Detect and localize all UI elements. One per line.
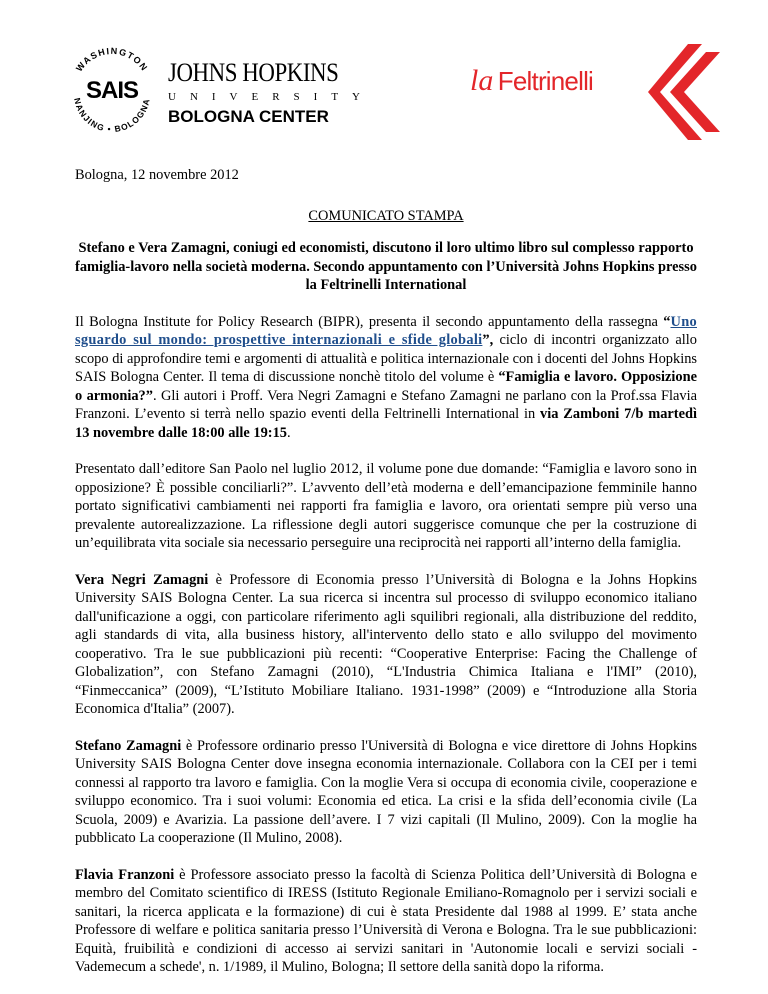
bio-text-vera: è Professore di Economia presso l’Università di Bologna e la Johns Hopkins University SAIS Bologna Center. La sua ricerca si incentra sul processo di sviluppo economico italiano dall'unificazione a oggi, con particolare riferimento agli squilibri regionali, alla distribuzione del reddito, agli standards di vita, alla business history, all'intervento dello stato e allo sviluppo del movimento cooperativo. Tra le sue pubblicazioni più recenti: “Cooperative Enterprise: Facing the Challenge of Globalization”, con Stefano Zamagni (2010), “L'Industria Chimica Italiana e l'IMI” (2010), “Finmeccanica” (2009), “L’Istituto Mobiliare Italiano. 1931-1998” (2009) e “Introduzione alla Storia Economica d'Italia” (2007). [75, 571, 697, 717]
logo-header [0, 0, 768, 140]
intro-quote-open: “ [663, 313, 671, 330]
jhu-title: JOHNS HOPKINS [168, 58, 339, 87]
intro-text-b: ciclo di incontri organizzato allo scopo di approfondire temi e argomenti di attualità e politica internazionale con i docenti del Johns Hopkins SAIS Bologna Center. Il tema di discussione nonchè titolo del volume è [75, 332, 697, 385]
svg-text:WASHINGTON [74, 46, 150, 73]
book-title: “Famiglia e lavoro. Opposizione o armonia?” [75, 369, 697, 404]
intro-text-d: . [286, 424, 291, 441]
intro-text-c: . Gli autori i Proff. Vera Negri Zamagni e Stefano Zamagni ne parlano con la Prof.ssa Flavia Franzoni. L’evento si terrà nello spazio eventi della Feltrinelli International in [75, 387, 697, 422]
intro-text-a: Il Bologna Institute for Policy Research (BIPR), presenta il secondo appuntamento della rassegna [75, 313, 664, 330]
paragraph-vera-bio [75, 571, 697, 719]
paragraph-flavia-bio [75, 866, 697, 977]
feltrinelli-la: la [470, 64, 494, 97]
bio-name-stefano: Stefano Zamagni [75, 737, 182, 754]
jhu-university: UNIVERSITY [168, 91, 374, 103]
bio-text-stefano: è Professore ordinario presso l'Università di Bologna e vice direttore di Johns Hopkins University SAIS Bologna Center dove insegna economia internazionale. Collabora con la CEI per i temi connessi al rapporto tra lavoro e famiglia. Con la moglie Vera si occupa di economia civile, cooperazione e sviluppo economico. Tra i suoi volumi: Economia ed etica. La crisi e la sfida dell’economia civile (La Scuola, 2009) e Avarizia. La passione dell’avere. I 7 vizi capitali (Il Mulino, 2009). Con la moglie ha pubblicato La cooperazione (Il Mulino, 2008). [75, 737, 697, 846]
feltrinelli-logo [470, 64, 593, 98]
sais-center-text: SAIS [85, 77, 139, 104]
sais-arc-top-text: WASHINGTON [74, 45, 151, 74]
series-link[interactable]: Uno sguardo sul mondo: prospettive internazionali e sfide globali [75, 313, 697, 348]
press-label: COMUNICATO STAMPA [308, 207, 464, 224]
sais-seal-logo [66, 44, 158, 136]
jhu-bologna-center: BOLOGNA CENTER [168, 107, 329, 126]
bio-name-flavia: Flavia Franzoni [75, 866, 175, 883]
event-venue-time: via Zamboni 7/b martedì 13 novembre dalle 18:00 alle 19:15 [75, 406, 697, 441]
sais-arc-bottom-text: NANJING • BOLOGNA [72, 96, 152, 135]
paragraph-book: Presentato dall’editore San Paolo nel luglio 2012, il volume pone due domande: “Famiglia e lavoro sono in opposizione? È possible conciliarli?”. L’avvento dell’età moderna e dell’emancipazione femminile hanno portato significativi cambiamenti nei rapporti fra famiglia e lavoro, ora orientati sempre più verso una prevalente autorealizzazione. La riflessione degli autori suggerisce comunque che per la costruzione di un’equilibrata vita sociale sia necessario perseguire una reciprocità nei rapporti all’interno della famiglia. [75, 461, 697, 551]
intro-quote-close: ”, [482, 332, 494, 348]
headline: Stefano e Vera Zamagni, coniugi ed economisti, discutono il loro ultimo libro sul complesso rapporto famiglia-lavoro nella società moderna. Secondo appuntamento con l’Università Johns Hopkins presso la Feltrinelli International [75, 240, 697, 293]
feltrinelli-mark-icon [648, 44, 720, 140]
press-release [75, 166, 697, 977]
bio-text-flavia: è Professore associato presso la facoltà di Scienza Politica dell’Università di Bologna e membro del Comitato scientifico di IRESS (Istituto Regionale Emiliano-Romagnolo per i servizi sociali e sanitari, la ricerca applicata e la formazione) di cui è stata Presidente dal 1988 al 1999. E’ stata anche Professore di welfare e politica sanitaria presso l’Università di Verona e Bologna. Tra le sue pubblicazioni: Equità, fruibilità e condizioni di accesso ai servizi sanitari in 'Autonomie locali e servizi sociali - Vademecum a schede', n. 1/1989, il Mulino, Bologna; Il settore della sanità dopo la riforma. [75, 866, 697, 975]
bio-name-vera: Vera Negri Zamagni [75, 571, 209, 588]
feltrinelli-name: Feltrinelli [497, 66, 594, 96]
paragraph-stefano-bio [75, 737, 697, 848]
paragraph-intro [75, 313, 697, 443]
jhu-logo [168, 58, 374, 127]
dateline: Bologna, 12 novembre 2012 [75, 167, 239, 183]
